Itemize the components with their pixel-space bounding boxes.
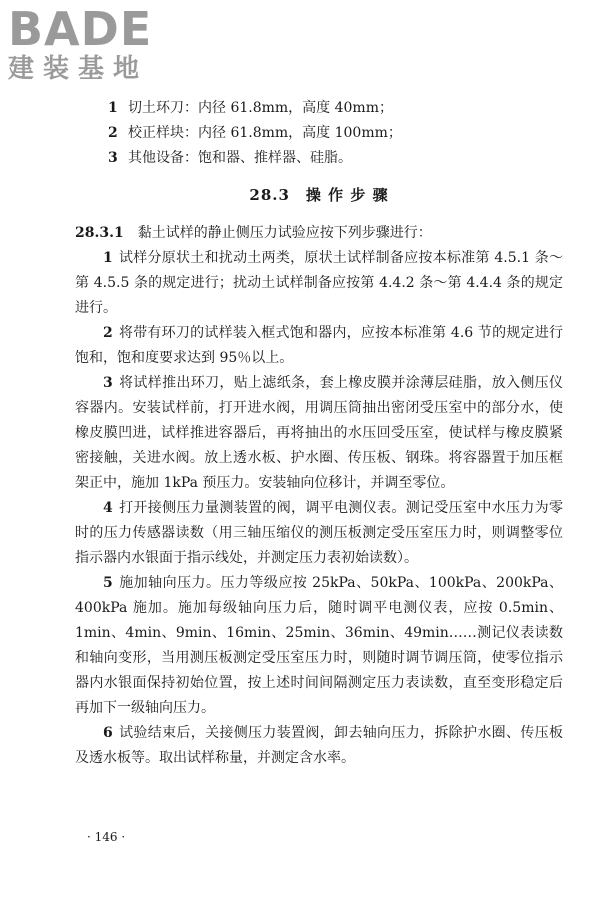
equipment-item: [75, 146, 563, 171]
step-paragraph: [75, 246, 563, 321]
step-text: 施加轴向压力。压力等级应按 25kPa、50kPa、100kPa、200kPa、400kPa 施加。施加每级轴向压力后，随时调平电测仪表，应按 0.5min、1min、4min、9min、16min、25min、36min、49min……测记仪表读数和轴向变形，当用测压板测定受压室压力时，则随时调节调压筒，使零位指示器内水银面保持初始位置，按上述时间间隔测定压力表读数，直至变形稳定后再加下一级轴向压力。: [75, 575, 563, 716]
logo-subtitle: 建装基地: [8, 54, 149, 84]
logo: [8, 4, 183, 90]
step-paragraph: [75, 371, 563, 496]
step-text: 打开接侧压力量测装置的阀，调平电测仪表。测记受压室中水压力为零时的压力传感器读数（用三轴压缩仪的测压板测定受压室压力时，则调整零位指示器内水银面于指示线处，并测定压力表初始读数）。: [75, 500, 563, 566]
step-number: 3: [103, 375, 113, 391]
page-number: · 146 ·: [87, 830, 126, 844]
section-title: 28.3 操 作 步 骤: [249, 186, 389, 204]
equipment-item: [75, 96, 563, 121]
clause-text: 黏土试样的静止侧压力试验应按下列步骤进行：: [137, 225, 432, 241]
step-text: 将带有环刀的试样装入框式饱和器内，应按本标准第 4.6 节的规定进行饱和，饱和度要求达到 95％以上。: [75, 325, 563, 366]
step-text: 将试样推出环刀，贴上滤纸条，套上橡皮膜并涂薄层硅脂，放入侧压仪容器内。安装试样前，打开进水阀，用调压筒抽出密闭受压室中的部分水，使橡皮膜凹进，试样推进容器后，再将抽出的水压回受压室，使试样与橡皮膜紧密接触，关进水阀。放上透水板、护水圈、传压板、钢珠。将容器置于加压框架正中，施加 1kPa 预压力。安装轴向位移计，并调至零位。: [75, 375, 563, 491]
item-text: 校正样块：内径 61.8mm，高度 100mm；: [128, 125, 402, 141]
logo-brand: BADE: [8, 2, 153, 56]
item-text: 其他设备：饱和器、推样器、硅脂。: [128, 150, 352, 166]
step-number: 1: [103, 250, 113, 266]
clause-heading: [75, 221, 563, 246]
step-number: 5: [103, 575, 113, 591]
item-number: 3: [108, 150, 118, 166]
step-paragraph: [75, 496, 563, 571]
item-number: 1: [108, 100, 118, 116]
step-text: 试样分原状土和扰动土两类，原状土试样制备应按本标准第 4.5.1 条～第 4.5.5 条的规定进行；扰动土试样制备应按第 4.4.2 条～第 4.4.4 条的规定进行。: [75, 250, 563, 316]
equipment-item: [75, 121, 563, 146]
item-text: 切土环刀：内径 61.8mm，高度 40mm；: [128, 100, 393, 116]
step-paragraph: [75, 721, 563, 771]
step-number: 2: [103, 325, 113, 341]
document-body: [75, 96, 563, 771]
step-paragraph: [75, 571, 563, 721]
step-text: 试验结束后，关接侧压力装置阀，卸去轴向压力，拆除护水圈、传压板及透水板等。取出试样称量，并测定含水率。: [75, 725, 563, 766]
step-number: 4: [103, 500, 113, 516]
item-number: 2: [108, 125, 118, 141]
clause-number: 28.3.1: [75, 225, 124, 241]
step-paragraph: [75, 321, 563, 371]
step-number: 6: [103, 725, 113, 741]
